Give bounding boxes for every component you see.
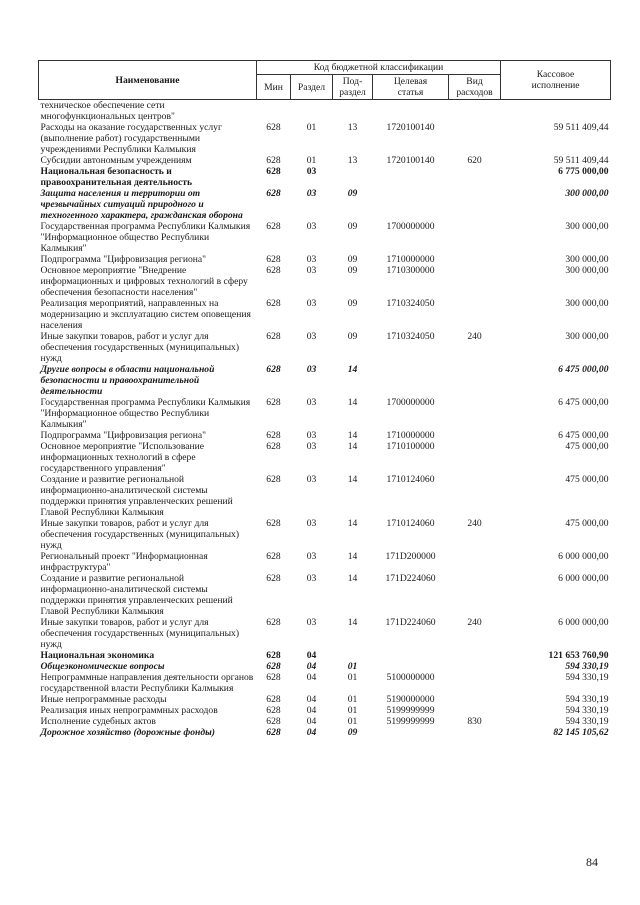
row-amount: 475 000,00 xyxy=(565,474,609,485)
row-subsection: 13 xyxy=(347,155,358,166)
row-min: 628 xyxy=(266,298,281,309)
row-subsection: 01 xyxy=(347,694,358,705)
row-amount: 6 775 000,00 xyxy=(558,166,609,177)
table-row xyxy=(39,716,611,727)
table-row xyxy=(39,430,611,441)
row-section: 03 xyxy=(306,298,317,309)
row-min: 628 xyxy=(266,155,281,166)
row-target: 1710324050 xyxy=(386,331,435,342)
row-name: Подпрограмма "Цифровизация региона" xyxy=(40,254,207,265)
row-min xyxy=(257,100,291,123)
row-expense xyxy=(449,727,501,738)
header-min: Мин xyxy=(257,75,291,100)
row-expense xyxy=(449,100,501,123)
row-section: 04 xyxy=(306,650,317,661)
row-amount: 59 511 409,44 xyxy=(553,122,609,133)
header-target: Целевая статья xyxy=(373,75,449,100)
row-section: 03 xyxy=(306,551,317,562)
row-name: Государственная программа Республики Калмыкия "Информационное общество Республики Калмыкия" xyxy=(40,397,251,430)
row-amount: 594 330,19 xyxy=(565,661,609,672)
page-number: 84 xyxy=(586,855,598,869)
row-expense xyxy=(449,298,501,331)
row-subsection: 14 xyxy=(347,573,358,584)
row-subsection: 09 xyxy=(347,331,358,342)
row-name: техническое обеспечение сети многофункциональных центров" xyxy=(40,100,175,122)
row-amount: 300 000,00 xyxy=(565,298,609,309)
row-target xyxy=(373,166,449,188)
row-expense xyxy=(449,397,501,430)
row-amount: 6 475 000,00 xyxy=(558,364,609,375)
row-target: 171D224060 xyxy=(385,573,436,584)
row-section xyxy=(291,100,333,123)
row-name: Государственная программа Республики Калмыкия "Информационное общество Республики Калмыкия" xyxy=(40,221,251,254)
table-row xyxy=(39,254,611,265)
row-name: Иные закупки товаров, работ и услуг для обеспечения государственных (муниципальных) нужд xyxy=(40,518,240,551)
row-name: Национальная безопасность и правоохранительная деятельность xyxy=(40,166,193,188)
row-section: 03 xyxy=(306,265,317,276)
row-subsection: 09 xyxy=(347,221,358,232)
row-expense xyxy=(449,265,501,298)
row-expense xyxy=(449,221,501,254)
row-target: 1720100140 xyxy=(386,122,435,133)
table-row xyxy=(39,573,611,617)
row-name: Непрограммные направления деятельности органов государственной власти Республики Калмыкия xyxy=(40,672,254,694)
row-subsection: 13 xyxy=(347,122,358,133)
row-expense xyxy=(449,441,501,474)
table-row xyxy=(39,166,611,188)
row-amount: 121 653 760,90 xyxy=(548,650,609,661)
row-min: 628 xyxy=(266,661,281,672)
table-row xyxy=(39,518,611,551)
row-amount: 300 000,00 xyxy=(565,265,609,276)
row-section: 03 xyxy=(306,221,317,232)
row-section: 03 xyxy=(306,518,317,529)
row-min: 628 xyxy=(266,430,281,441)
row-target: 1700000000 xyxy=(386,397,435,408)
row-expense xyxy=(449,672,501,694)
row-expense xyxy=(449,122,501,155)
table-row xyxy=(39,474,611,518)
row-subsection xyxy=(333,100,373,123)
row-name: Создание и развитие региональной информационно-аналитической системы поддержки принятия управленческих решений Главой Республики Калмыкия xyxy=(40,573,233,617)
row-name: Реализация мероприятий, направленных на модернизацию и эксплуатацию систем оповещения населения xyxy=(40,298,251,331)
row-target: 1710000000 xyxy=(386,430,435,441)
row-min: 628 xyxy=(266,551,281,562)
row-min: 628 xyxy=(266,441,281,452)
row-min: 628 xyxy=(266,364,281,375)
row-min: 628 xyxy=(266,166,281,177)
row-expense: 620 xyxy=(467,155,482,166)
row-min: 628 xyxy=(266,716,281,727)
row-name: Субсидии автономным учреждениям xyxy=(40,155,192,166)
row-section: 03 xyxy=(306,188,317,199)
row-name: Реализация иных непрограммных расходов xyxy=(40,705,218,716)
row-subsection: 09 xyxy=(347,265,358,276)
row-section: 03 xyxy=(306,573,317,584)
table-row xyxy=(39,122,611,155)
header-classification: Код бюджетной классификации xyxy=(257,61,501,75)
row-target: 1700000000 xyxy=(386,221,435,232)
table-row xyxy=(39,331,611,364)
row-amount: 6 475 000,00 xyxy=(558,430,609,441)
row-target: 5199999999 xyxy=(386,705,435,716)
row-name: Иные закупки товаров, работ и услуг для обеспечения государственных (муниципальных) нужд xyxy=(40,617,240,650)
table-row xyxy=(39,551,611,573)
row-target: 1710000000 xyxy=(386,254,435,265)
row-subsection: 01 xyxy=(347,661,358,672)
row-expense xyxy=(449,474,501,518)
table-row xyxy=(39,265,611,298)
row-section: 04 xyxy=(306,661,317,672)
table-row xyxy=(39,364,611,397)
row-min: 628 xyxy=(266,221,281,232)
row-subsection: 14 xyxy=(347,364,358,375)
row-target: 1710324050 xyxy=(386,298,435,309)
row-amount: 300 000,00 xyxy=(565,221,609,232)
row-target: 1720100140 xyxy=(386,155,435,166)
budget-document xyxy=(38,60,610,738)
row-subsection: 09 xyxy=(347,254,358,265)
row-section: 03 xyxy=(306,441,317,452)
table-header xyxy=(39,61,611,100)
row-expense xyxy=(449,364,501,397)
row-target: 1710124060 xyxy=(386,474,435,485)
table-row xyxy=(39,221,611,254)
table-row xyxy=(39,705,611,716)
row-amount: 6 000 000,00 xyxy=(558,551,609,562)
row-name: Другие вопросы в области национальной безопасности и правоохранительной деятельности xyxy=(40,364,215,397)
row-min: 628 xyxy=(266,694,281,705)
table-row xyxy=(39,694,611,705)
row-section: 03 xyxy=(306,166,317,177)
row-target: 5190000000 xyxy=(386,694,435,705)
table-row xyxy=(39,155,611,166)
row-min: 628 xyxy=(266,705,281,716)
row-min: 628 xyxy=(266,650,281,661)
row-subsection: 14 xyxy=(347,441,358,452)
row-name: Защита населения и территории от чрезвычайных ситуаций природного и техногенного характера, гражданская оборона xyxy=(40,188,243,221)
row-subsection: 14 xyxy=(347,474,358,485)
header-name: Наименование xyxy=(39,61,257,100)
row-min: 628 xyxy=(266,122,281,133)
row-section: 03 xyxy=(306,617,317,628)
row-target xyxy=(373,727,449,738)
row-amount: 594 330,19 xyxy=(565,672,609,683)
row-section: 03 xyxy=(306,430,317,441)
row-name: Исполнение судебных актов xyxy=(40,716,156,727)
table-row xyxy=(39,650,611,661)
row-expense xyxy=(449,661,501,672)
row-subsection: 09 xyxy=(347,188,358,199)
row-min: 628 xyxy=(266,474,281,485)
row-target xyxy=(373,100,449,123)
row-name: Подпрограмма "Цифровизация региона" xyxy=(40,430,207,441)
row-expense: 240 xyxy=(467,617,482,628)
row-section: 04 xyxy=(306,705,317,716)
row-min: 628 xyxy=(266,254,281,265)
row-subsection: 14 xyxy=(347,430,358,441)
row-min: 628 xyxy=(266,518,281,529)
row-subsection: 09 xyxy=(347,298,358,309)
row-subsection: 09 xyxy=(347,727,358,738)
row-amount: 475 000,00 xyxy=(565,518,609,529)
row-amount: 6 475 000,00 xyxy=(558,397,609,408)
row-target xyxy=(373,661,449,672)
table-row xyxy=(39,661,611,672)
row-target xyxy=(373,650,449,661)
row-amount: 300 000,00 xyxy=(565,188,609,199)
row-min: 628 xyxy=(266,573,281,584)
row-min: 628 xyxy=(266,672,281,683)
row-amount: 594 330,19 xyxy=(565,716,609,727)
row-amount: 6 000 000,00 xyxy=(558,573,609,584)
row-amount: 82 145 105,62 xyxy=(553,727,609,738)
row-section: 03 xyxy=(306,364,317,375)
row-expense xyxy=(449,650,501,661)
row-min: 628 xyxy=(266,617,281,628)
row-section: 03 xyxy=(306,254,317,265)
row-name: Расходы на оказание государственных услуг (выполнение работ) государственными учреждениями Республики Калмыкия xyxy=(40,122,222,155)
budget-table xyxy=(38,60,611,738)
row-section: 04 xyxy=(306,727,317,738)
row-expense xyxy=(449,705,501,716)
row-amount: 300 000,00 xyxy=(565,331,609,342)
row-expense xyxy=(449,573,501,617)
row-name: Общеэкономические вопросы xyxy=(40,661,165,672)
header-expense: Вид расходов xyxy=(449,75,501,100)
row-name: Иные непрограммные расходы xyxy=(40,694,167,705)
row-section: 03 xyxy=(306,397,317,408)
table-row xyxy=(39,298,611,331)
row-min: 628 xyxy=(266,331,281,342)
table-row xyxy=(39,188,611,221)
row-min: 628 xyxy=(266,188,281,199)
table-row xyxy=(39,617,611,650)
row-section: 04 xyxy=(306,694,317,705)
table-row xyxy=(39,672,611,694)
row-target: 1710300000 xyxy=(386,265,435,276)
header-amount: Кассовое исполнение xyxy=(501,61,611,100)
row-section: 03 xyxy=(306,331,317,342)
row-expense xyxy=(449,188,501,221)
row-target: 171D200000 xyxy=(385,551,436,562)
row-target xyxy=(373,188,449,221)
table-row xyxy=(39,727,611,738)
table-row xyxy=(39,397,611,430)
row-target: 1710124060 xyxy=(386,518,435,529)
row-subsection: 14 xyxy=(347,397,358,408)
row-name: Основное мероприятие "Использование информационных технологий в сфере государственного управления" xyxy=(40,441,205,474)
row-amount: 59 511 409,44 xyxy=(553,155,609,166)
row-target: 1710100000 xyxy=(386,441,435,452)
row-section: 01 xyxy=(306,122,317,133)
row-expense xyxy=(449,551,501,573)
table-body xyxy=(39,100,611,739)
row-min: 628 xyxy=(266,727,281,738)
row-min: 628 xyxy=(266,265,281,276)
row-section: 03 xyxy=(306,474,317,485)
row-name: Дорожное хозяйство (дорожные фонды) xyxy=(40,727,215,738)
row-amount: 594 330,19 xyxy=(565,705,609,716)
header-subsection: Под- раздел xyxy=(333,75,373,100)
row-amount: 475 000,00 xyxy=(565,441,609,452)
row-name: Создание и развитие региональной информационно-аналитической системы поддержки принятия управленческих решений Главой Республики Калмыкия xyxy=(40,474,233,518)
row-subsection xyxy=(333,166,373,188)
row-amount: 6 000 000,00 xyxy=(558,617,609,628)
row-subsection xyxy=(333,650,373,661)
row-expense xyxy=(449,166,501,188)
row-target: 5100000000 xyxy=(386,672,435,683)
row-name: Иные закупки товаров, работ и услуг для обеспечения государственных (муниципальных) нужд xyxy=(40,331,240,364)
row-expense: 240 xyxy=(467,518,482,529)
row-subsection: 01 xyxy=(347,716,358,727)
row-expense xyxy=(449,694,501,705)
row-name: Национальная экономика xyxy=(40,650,155,661)
row-name: Региональный проект "Информационная инфраструктура" xyxy=(40,551,208,573)
row-subsection: 01 xyxy=(347,672,358,683)
row-expense xyxy=(449,254,501,265)
row-section: 04 xyxy=(306,716,317,727)
row-expense: 240 xyxy=(467,331,482,342)
row-min: 628 xyxy=(266,397,281,408)
row-target xyxy=(373,364,449,397)
row-amount: 594 330,19 xyxy=(565,694,609,705)
table-row xyxy=(39,441,611,474)
row-section: 01 xyxy=(306,155,317,166)
row-amount xyxy=(501,100,611,123)
row-target: 5199999999 xyxy=(386,716,435,727)
row-name: Основное мероприятие "Внедрение информационных и цифровых технологий в сферу обеспечения безопасности населения" xyxy=(40,265,248,298)
row-subsection: 14 xyxy=(347,518,358,529)
header-section: Раздел xyxy=(291,75,333,100)
row-subsection: 14 xyxy=(347,617,358,628)
row-expense: 830 xyxy=(467,716,482,727)
row-subsection: 01 xyxy=(347,705,358,716)
table-row xyxy=(39,100,611,123)
row-amount: 300 000,00 xyxy=(565,254,609,265)
row-subsection: 14 xyxy=(347,551,358,562)
row-expense xyxy=(449,430,501,441)
row-section: 04 xyxy=(306,672,317,683)
row-target: 171D224060 xyxy=(385,617,436,628)
